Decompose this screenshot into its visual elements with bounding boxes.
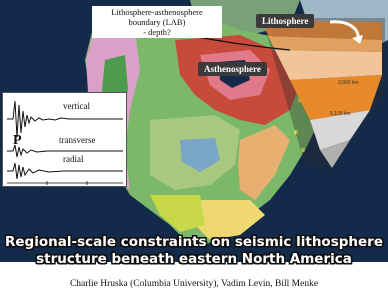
lithosphere-tag: Lithosphere — [256, 14, 314, 28]
lab-label-line2: boundary (LAB) — [128, 17, 186, 27]
seismogram-inset — [2, 92, 127, 187]
slide-title — [0, 234, 388, 276]
radial-trace — [7, 163, 123, 179]
transverse-label: transverse — [59, 135, 96, 145]
asthenosphere-layer — [275, 50, 382, 80]
lab-label-line3: - depth? — [143, 27, 171, 37]
depth-label-1: 3,000 km — [338, 80, 359, 86]
lab-label-line1: Lithosphere-asthenosphere — [111, 7, 203, 17]
p-phase-label: P — [13, 133, 22, 148]
lab-question-label — [92, 6, 222, 38]
vertical-label: vertical — [63, 101, 90, 111]
depth-label-2: 5,100 km — [330, 111, 351, 117]
title-line-1: Regional-scale constraints on seismic lithosphere — [5, 234, 383, 250]
asthenosphere-tag: Asthenosphere — [198, 62, 267, 76]
title-line-2: structure beneath eastern North America — [36, 251, 352, 267]
authors-line: Charlie Hruska (Columbia University), Vadim Levin, Bill Menke — [40, 278, 348, 290]
radial-label: radial — [63, 154, 84, 164]
